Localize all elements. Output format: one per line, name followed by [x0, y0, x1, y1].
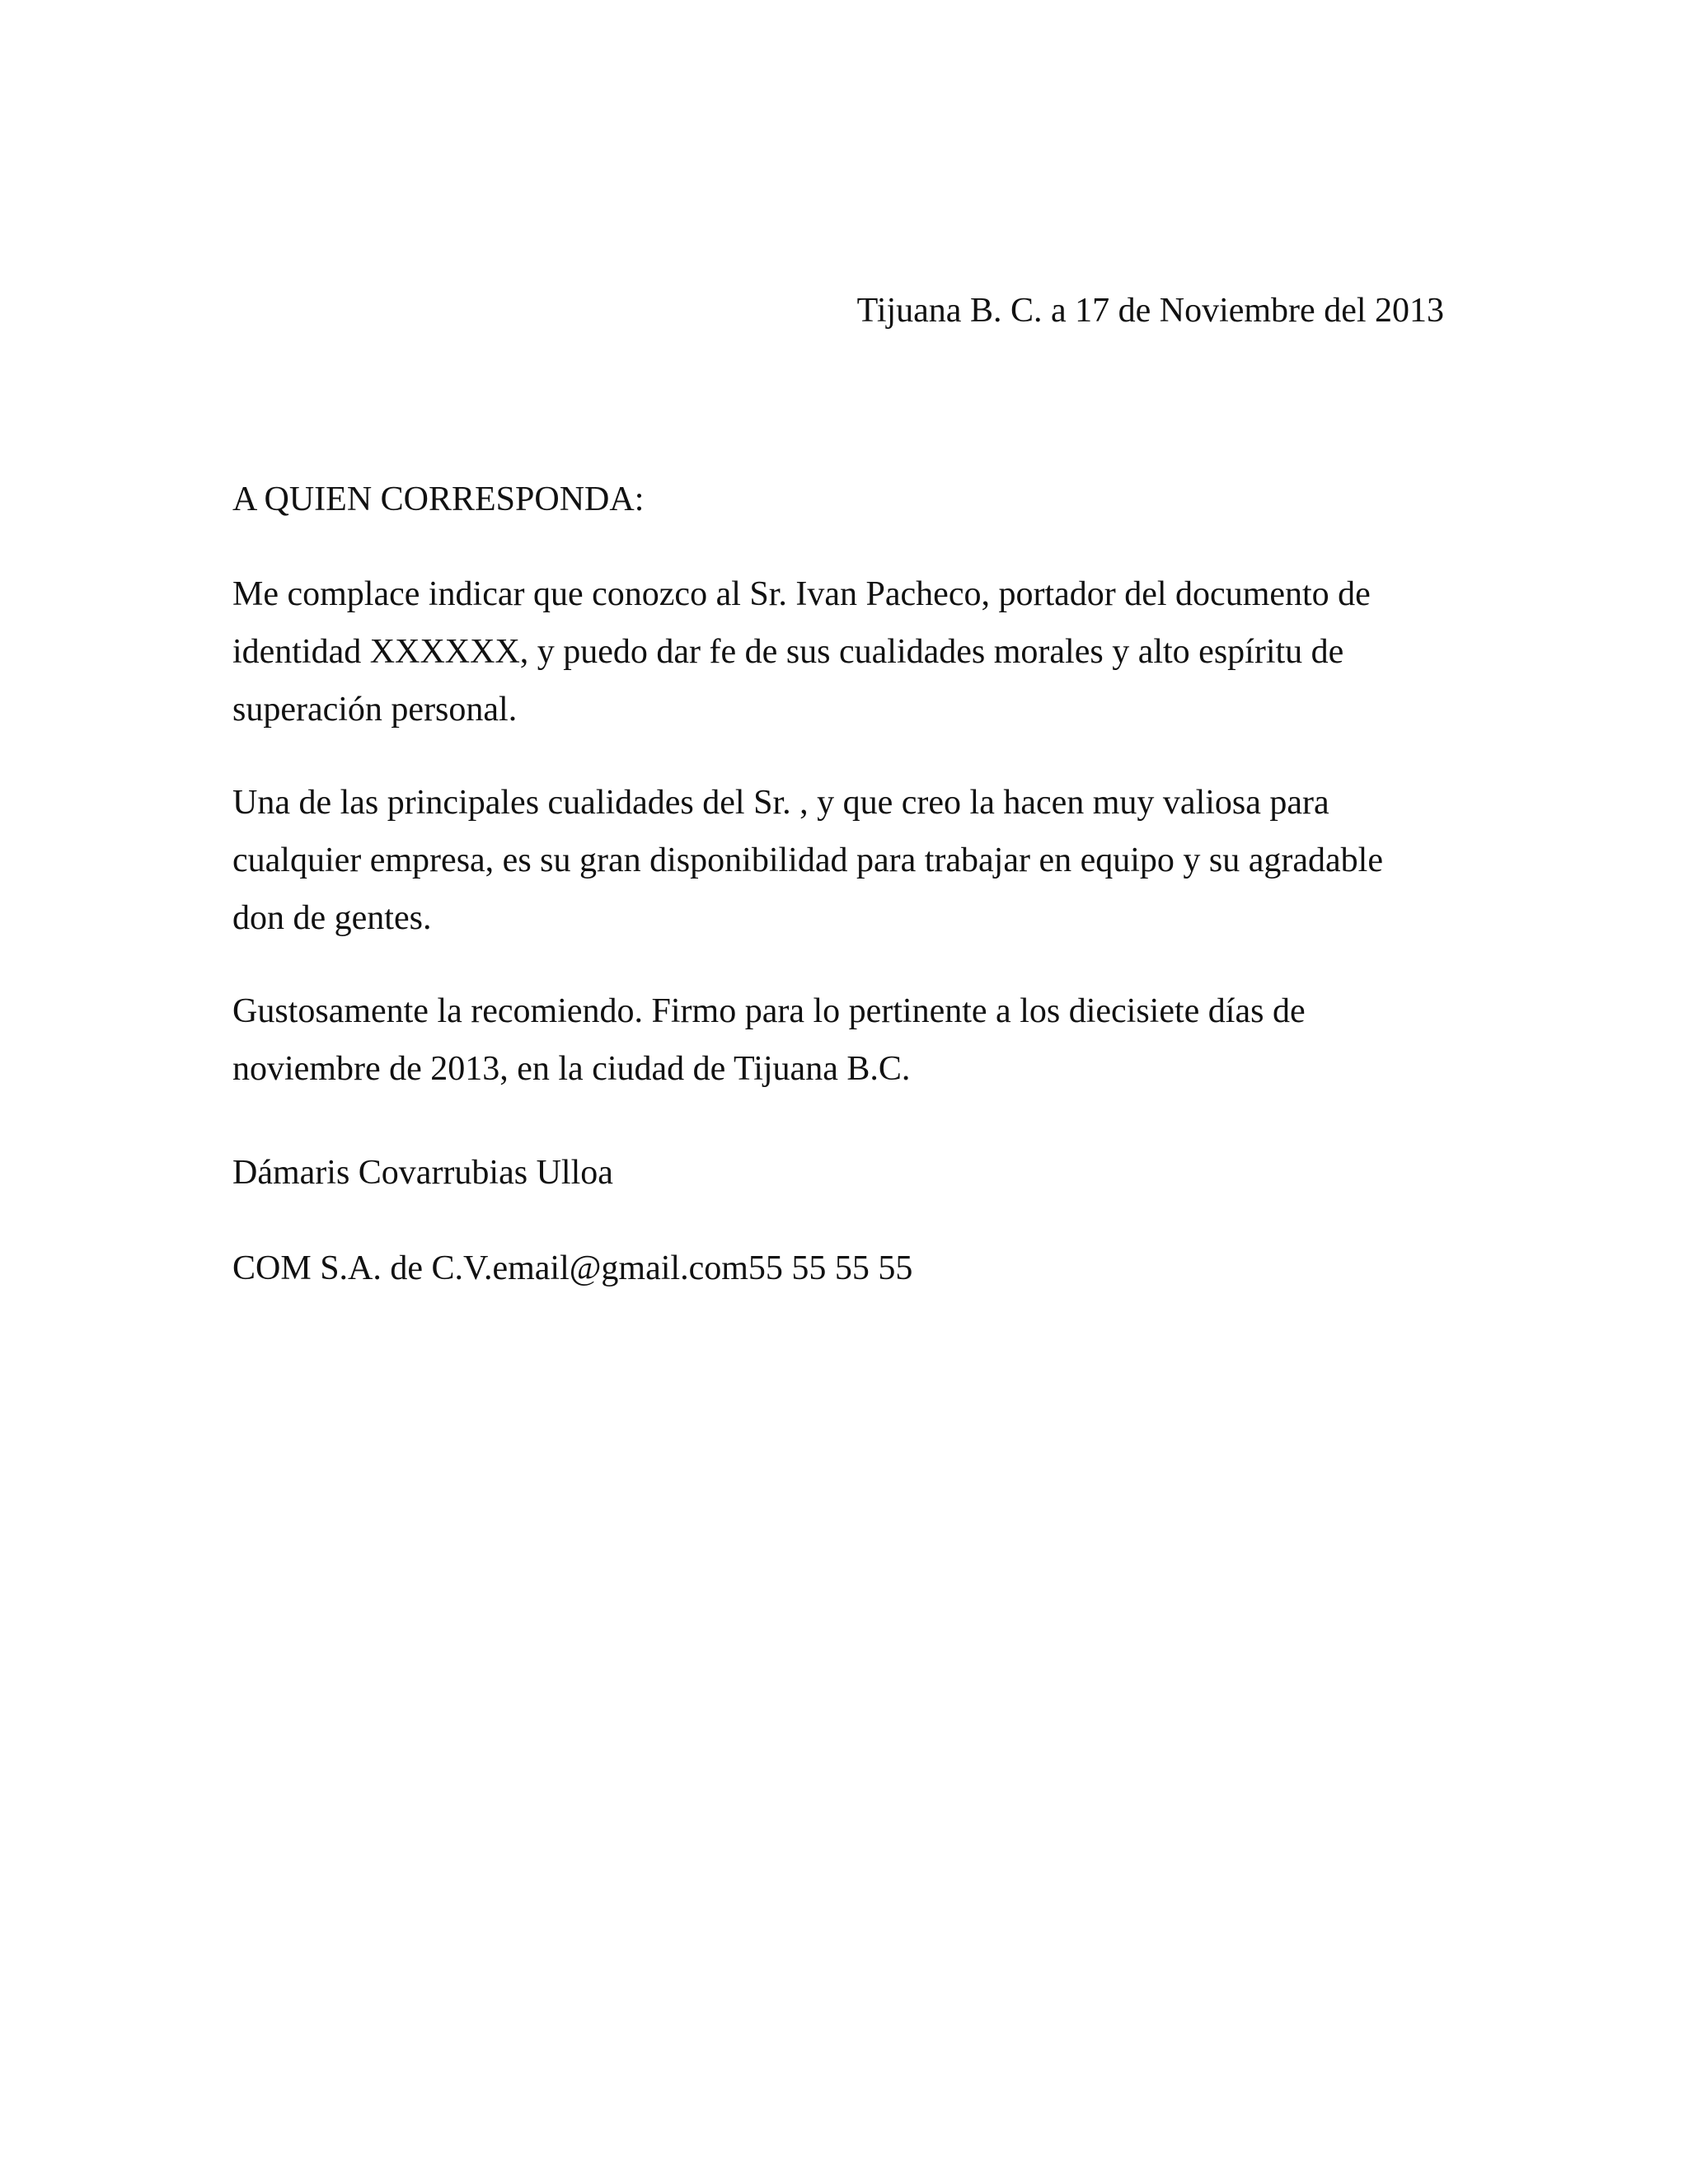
- paragraph-1: [232, 565, 1371, 738]
- paragraph-2-line-2: cualquier empresa, es su gran disponibilidad para trabajar en equipo y su agradable: [232, 841, 1383, 879]
- paragraph-1-line-1: Me complace indicar que conozco al Sr. Ivan Pacheco, portador del documento de: [232, 575, 1371, 613]
- paragraph-1-line-2: identidad XXXXXX, y puedo dar fe de sus cualidades morales y alto espíritu de: [232, 633, 1344, 671]
- signer-name: Dámaris Covarrubias Ulloa: [232, 1154, 613, 1192]
- company-contact: COM S.A. de C.V.email@gmail.com55 55 55 55: [232, 1249, 913, 1287]
- paragraph-2-line-1: Una de las principales cualidades del Sr. , y que creo la hacen muy valiosa para: [232, 784, 1329, 822]
- paragraph-3-line-1: Gustosamente la recomiendo. Firmo para lo pertinente a los diecisiete días de: [232, 992, 1306, 1030]
- salutation: A QUIEN CORRESPONDA:: [232, 480, 645, 518]
- paragraph-2: [232, 774, 1383, 947]
- paragraph-3-line-2: noviembre de 2013, en la ciudad de Tijuana B.C.: [232, 1050, 911, 1088]
- date-line: Tijuana B. C. a 17 de Noviembre del 2013: [856, 292, 1444, 330]
- paragraph-1-line-3: superación personal.: [232, 691, 518, 729]
- paragraph-3: [232, 982, 1306, 1098]
- paragraph-2-line-3: don de gentes.: [232, 899, 432, 937]
